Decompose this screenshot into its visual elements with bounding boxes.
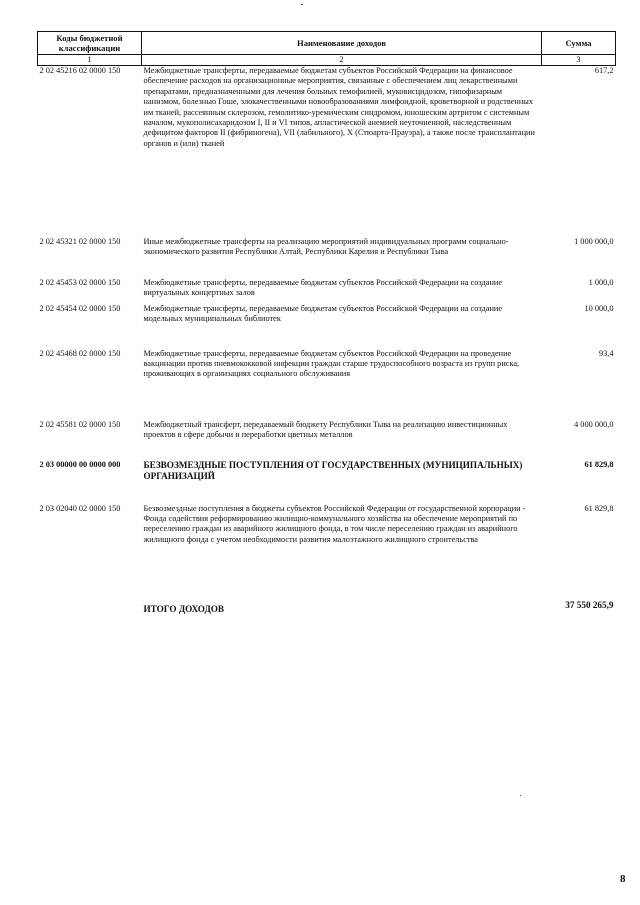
row-amount: 1 000,0 [588, 277, 614, 287]
row-name: Межбюджетные трансферты, передаваемые бюджетам субъектов Российской Федерации на финансовое обеспечение расходов на организационные мероприятия, связанные с обеспечением лиц лекарственными препаратами, предназначенными для лечения больных гемофилией, муковисцидозом, гипофизарным нанизмом, болезнью Гоше, злокачественными новообразованиями лимфоидной, кроветворной и родственных им тканей, рассеянным склерозом, гемолитико-уремическим синдромом, юношеским артритом с системным началом, мукополисахаридозом I, II и VI типов, апластической анемией неуточненной, наследственным дефицитом факторов II (фибриногена), VII (лабильного), X (Стюарта-Прауэра), а также после трансплантации органов и (или) тканей [143, 66, 535, 148]
row-amount: 61 829,8 [584, 459, 614, 469]
table-row [38, 420, 616, 460]
row-amount: 1 000 000,0 [574, 236, 614, 246]
table-row [38, 504, 616, 600]
row-amount: 93,4 [598, 348, 614, 358]
row-code: 2 03 02040 02 0000 150 [39, 503, 121, 513]
row-code: 2 03 00000 00 0000 000 [39, 459, 121, 469]
income-table [37, 31, 616, 620]
row-amount: 4 000 000,0 [574, 419, 614, 429]
header-code: Коды бюджетной классификации [38, 32, 142, 55]
row-name: Межбюджетный трансферт, передаваемый бюджету Республики Тыва на реализацию инвестиционных проектов в сфере добычи и переработки цветных металлов [143, 419, 508, 439]
total-amount: 37 550 265,9 [565, 599, 614, 610]
row-name: БЕЗВОЗМЕЗДНЫЕ ПОСТУПЛЕНИЯ ОТ ГОСУДАРСТВЕННЫХ (МУНИЦИПАЛЬНЫХ) ОРГАНИЗАЦИЙ [143, 459, 523, 481]
header-name: Наименование доходов [142, 32, 542, 55]
total-label: ИТОГО ДОХОДОВ [143, 604, 225, 615]
row-name: Иные межбюджетные трансферты на реализацию мероприятий индивидуальных программ социально-экономического развития Республики Алтай, Республики Карелия и Республики Тыва [143, 236, 509, 256]
row-name: Межбюджетные трансферты, передаваемые бюджетам субъектов Российской Федерации на проведение вакцинации против пневмококковой инфекции граждан старше трудоспособного возраста из групп риска, проживающих в организациях социального обслуживания [143, 348, 520, 379]
header-sum: Сумма [542, 32, 616, 55]
scan-speck [520, 795, 521, 796]
row-amount: 10 000,0 [584, 303, 614, 313]
row-code: 2 02 45453 02 0000 150 [39, 277, 121, 287]
row-amount: 617,2 [594, 66, 614, 75]
table-row [38, 278, 616, 304]
page-number: 8 [620, 873, 626, 885]
table-row [38, 304, 616, 349]
row-code: 2 02 45581 02 0000 150 [39, 419, 121, 429]
row-code: 2 02 45468 02 0000 150 [39, 348, 121, 358]
row-code: 2 02 45454 02 0000 150 [39, 303, 121, 313]
row-name: Межбюджетные трансферты, передаваемые бюджетам субъектов Российской Федерации на создание виртуальных концертных залов [143, 277, 503, 297]
row-name: Безвозмездные поступления в бюджеты субъектов Российской Федерации от государственной корпорации - Фонда содействия реформированию жилищно-коммунального хозяйства на обеспечение мероприятий по переселению граждан из аварийного жилищного фонда, в том числе переселению граждан из аварийного жилищного фонда с учетом необходимости развития малоэтажного жилищного строительства [143, 503, 526, 544]
row-code: 2 02 45216 02 0000 150 [39, 66, 121, 75]
total-row-code-empty [38, 600, 142, 620]
column-number-2: 2 [142, 55, 542, 66]
table-row [38, 237, 616, 278]
row-name: Межбюджетные трансферты, передаваемые бюджетам субъектов Российской Федерации на создание модельных муниципальных библиотек [143, 303, 503, 323]
row-code: 2 02 45321 02 0000 150 [39, 236, 121, 246]
total-row [38, 600, 616, 620]
table-body [38, 66, 616, 620]
table-row [38, 66, 616, 237]
row-amount: 61 829,8 [584, 503, 614, 513]
column-number-1: 1 [38, 55, 142, 66]
table-row-section [38, 460, 616, 504]
table-header [38, 32, 616, 66]
column-number-3: 3 [542, 55, 616, 66]
table-row [38, 349, 616, 420]
scan-speck [301, 4, 303, 5]
